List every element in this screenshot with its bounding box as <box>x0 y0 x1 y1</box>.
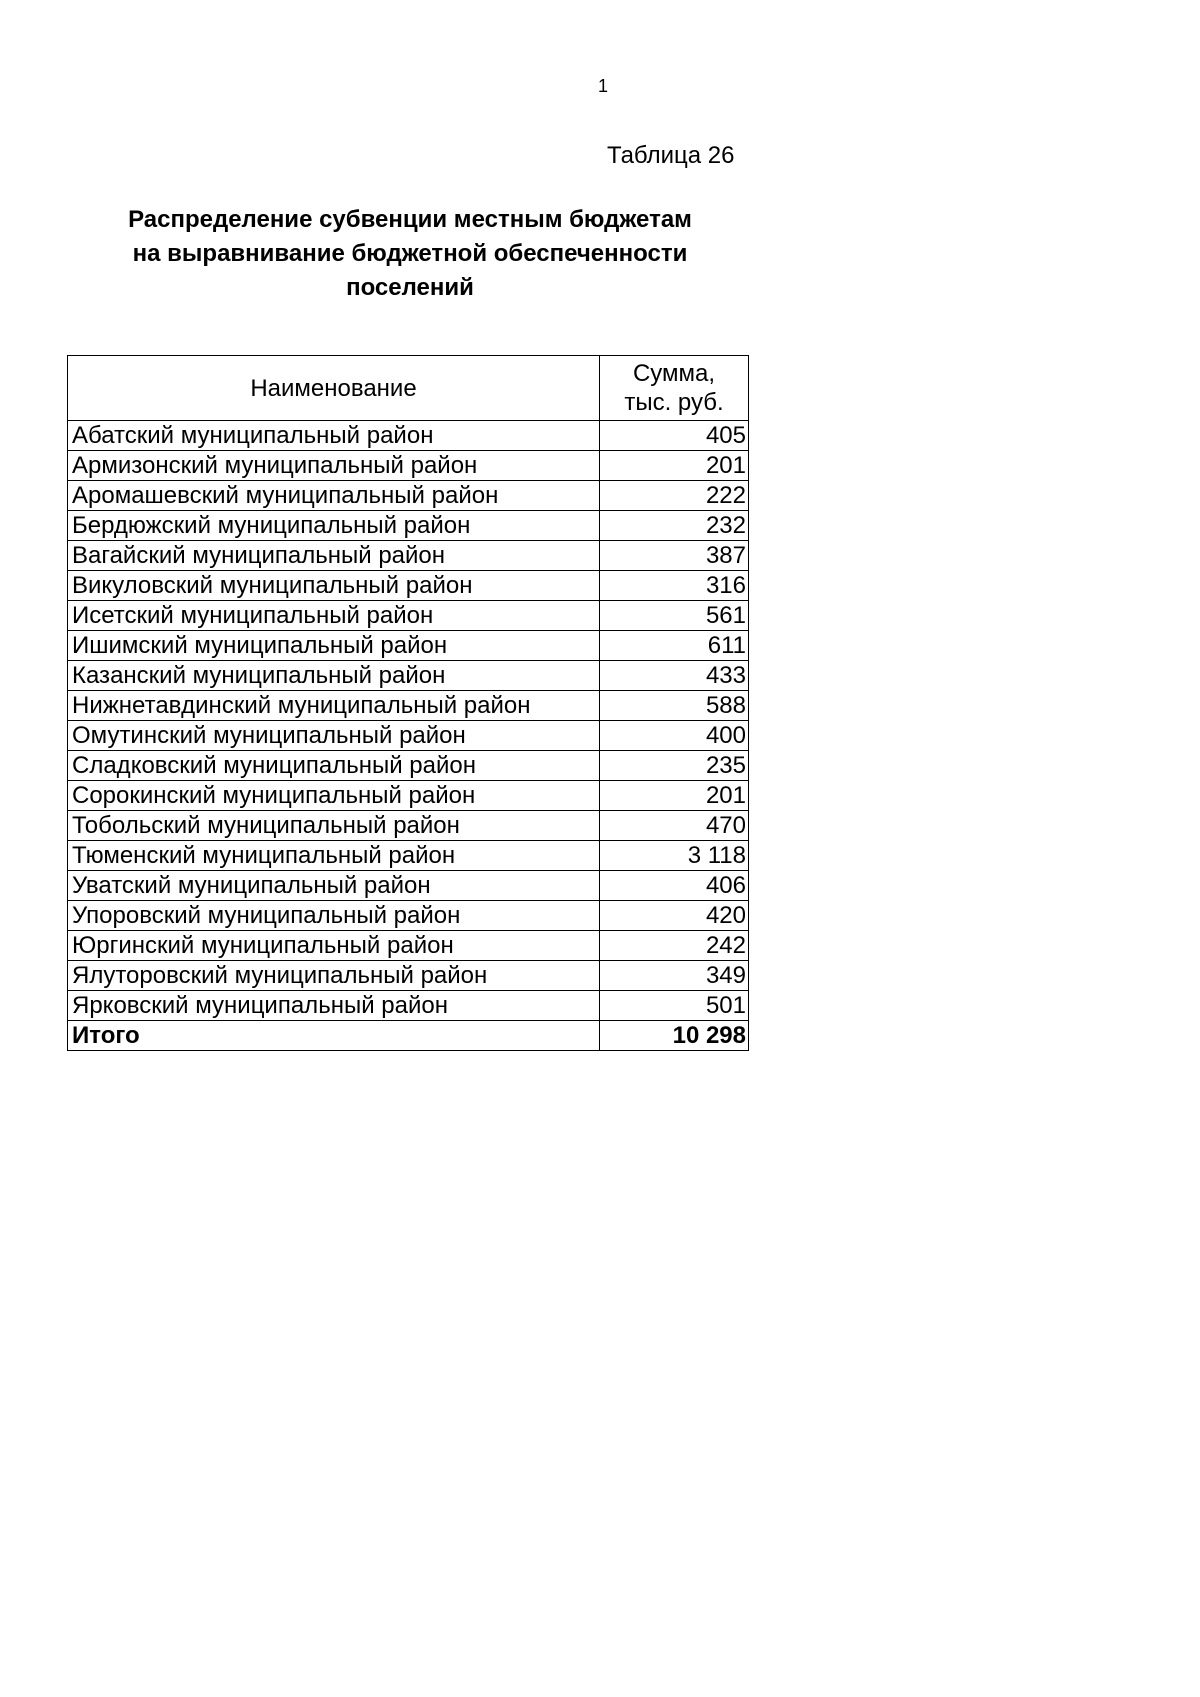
table-row <box>68 511 749 541</box>
total-row <box>68 1021 749 1051</box>
row-sum: 405 <box>600 421 749 451</box>
row-name: Казанский муниципальный район <box>68 661 600 691</box>
table-row <box>68 421 749 451</box>
row-name: Исетский муниципальный район <box>68 601 600 631</box>
row-sum: 433 <box>600 661 749 691</box>
row-sum: 470 <box>600 811 749 841</box>
document-title <box>100 206 720 301</box>
table-row <box>68 481 749 511</box>
row-name: Ялуторовский муниципальный район <box>68 961 600 991</box>
table-row <box>68 871 749 901</box>
row-sum: 561 <box>600 601 749 631</box>
table-row <box>68 991 749 1021</box>
row-name: Нижнетавдинский муниципальный район <box>68 691 600 721</box>
total-sum: 10 298 <box>600 1021 749 1051</box>
row-name: Ярковский муниципальный район <box>68 991 600 1021</box>
row-sum: 611 <box>600 631 749 661</box>
row-sum: 349 <box>600 961 749 991</box>
row-sum: 201 <box>600 781 749 811</box>
row-name: Армизонский муниципальный район <box>68 451 600 481</box>
table-row <box>68 601 749 631</box>
table-body <box>68 421 749 1021</box>
table-row <box>68 811 749 841</box>
title-line-3: поселений <box>346 274 474 301</box>
table-row <box>68 961 749 991</box>
row-name: Викуловский муниципальный район <box>68 571 600 601</box>
row-sum: 400 <box>600 721 749 751</box>
page-number: 1 <box>598 76 609 96</box>
row-sum: 316 <box>600 571 749 601</box>
table-row <box>68 721 749 751</box>
subvention-table <box>67 355 749 1051</box>
table-row <box>68 751 749 781</box>
row-sum: 501 <box>600 991 749 1021</box>
row-sum: 242 <box>600 931 749 961</box>
row-name: Сорокинский муниципальный район <box>68 781 600 811</box>
table-label: Таблица 26 <box>607 142 735 169</box>
row-name: Сладковский муниципальный район <box>68 751 600 781</box>
row-sum: 406 <box>600 871 749 901</box>
table-row <box>68 631 749 661</box>
header-name: Наименование <box>68 356 600 421</box>
row-name: Юргинский муниципальный район <box>68 931 600 961</box>
row-sum: 3 118 <box>600 841 749 871</box>
row-name: Упоровский муниципальный район <box>68 901 600 931</box>
row-name: Уватский муниципальный район <box>68 871 600 901</box>
row-name: Тобольский муниципальный район <box>68 811 600 841</box>
table-row <box>68 541 749 571</box>
row-name: Омутинский муниципальный район <box>68 721 600 751</box>
header-sum-line-2: тыс. руб. <box>624 389 724 416</box>
row-sum: 387 <box>600 541 749 571</box>
table-row <box>68 901 749 931</box>
row-name: Аромашевский муниципальный район <box>68 481 600 511</box>
row-name: Ишимский муниципальный район <box>68 631 600 661</box>
row-sum: 235 <box>600 751 749 781</box>
row-sum: 588 <box>600 691 749 721</box>
table-row <box>68 931 749 961</box>
title-line-1: Распределение субвенции местным бюджетам <box>128 206 692 233</box>
table-row <box>68 841 749 871</box>
header-sum <box>600 356 749 421</box>
total-label: Итого <box>68 1021 600 1051</box>
row-name: Абатский муниципальный район <box>68 421 600 451</box>
row-name: Тюменский муниципальный район <box>68 841 600 871</box>
title-line-2: на выравнивание бюджетной обеспеченности <box>132 240 688 267</box>
table-row <box>68 661 749 691</box>
table-row <box>68 451 749 481</box>
table-header-row <box>68 356 749 421</box>
table-row <box>68 571 749 601</box>
row-sum: 222 <box>600 481 749 511</box>
row-sum: 201 <box>600 451 749 481</box>
table-row <box>68 781 749 811</box>
row-sum: 420 <box>600 901 749 931</box>
table-row <box>68 691 749 721</box>
row-name: Вагайский муниципальный район <box>68 541 600 571</box>
row-sum: 232 <box>600 511 749 541</box>
row-name: Бердюжский муниципальный район <box>68 511 600 541</box>
header-sum-line-1: Сумма, <box>632 360 716 387</box>
